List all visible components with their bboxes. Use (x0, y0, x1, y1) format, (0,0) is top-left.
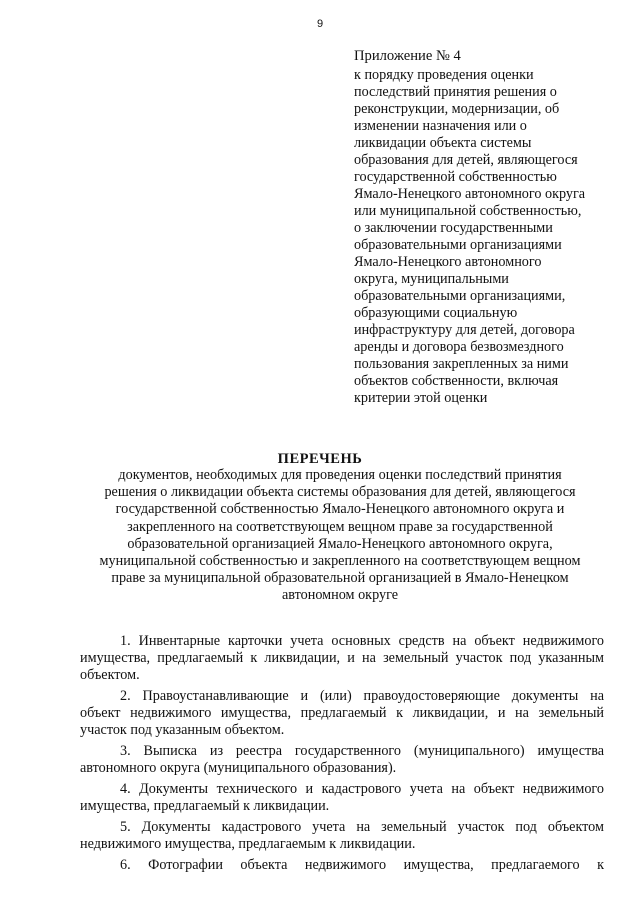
item-line: имущества, предлагаемый к ликвидации. (80, 798, 330, 814)
subtitle-line: праве за муниципальной образовательной организацией в Ямало-Ненецком (111, 570, 569, 587)
item-line: автономного округа (муниципального образования). (80, 760, 397, 776)
appendix-line: Ямало-Ненецкого автономного (354, 254, 542, 270)
appendix-block (354, 48, 626, 407)
item-line: 1. Инвентарные карточки учета основных средств на объект недвижимого (120, 633, 604, 649)
list-item (80, 857, 604, 874)
subtitle-line: закрепленного на соответствующем вещном праве за государственной (127, 518, 553, 535)
list-title: ПЕРЕЧЕНЬ (277, 451, 363, 467)
appendix-line: пользования закрепленных за ними (354, 356, 569, 372)
appendix-line: объектов собственности, включая (354, 373, 559, 389)
subtitle-line: решения о ликвидации объекта системы образования для детей, являющегося (104, 484, 576, 501)
appendix-line: инфраструктуру для детей, договора (354, 322, 575, 338)
appendix-line: образования для детей, являющегося (354, 152, 578, 168)
appendix-line: реконструкции, модернизации, об (354, 101, 560, 117)
appendix-line: ликвидации объекта системы (354, 135, 532, 151)
list-item (80, 743, 604, 777)
item-line: 4. Документы технического и кадастрового учета на объект недвижимого (120, 781, 604, 797)
appendix-line: к порядку проведения оценки (354, 67, 534, 83)
page-number: 9 (316, 18, 324, 30)
item-line: 2. Правоустанавливающие и (или) правоудостоверяющие документы на (120, 688, 604, 704)
list-item (80, 781, 604, 815)
item-line: объект недвижимого имущества, предлагаемый к ликвидации, и на земельный (80, 705, 604, 721)
item-line: имущества, предлагаемый к ликвидации, и на земельный участок под указанным (80, 650, 604, 666)
appendix-line: изменении назначения или о (354, 118, 527, 134)
appendix-line: образовательными организациями, (354, 288, 566, 304)
appendix-line: округа, муниципальными (354, 271, 509, 287)
list-item (80, 688, 604, 739)
subtitle-line: образовательной организацией Ямало-Ненецкого автономного округа, (127, 535, 553, 552)
subtitle-line: муниципальной собственностью и закрепленного на соответствующем вещном (99, 553, 581, 570)
appendix-line: критерии этой оценки (354, 390, 488, 406)
subtitle-line: государственной собственностью Ямало-Ненецкого автономного округа и (115, 501, 565, 518)
appendix-line: государственной собственностью (354, 169, 557, 185)
appendix-line: образующими социальную (354, 305, 518, 321)
appendix-line: или муниципальной собственностью, (354, 203, 582, 219)
list-item (80, 633, 604, 684)
appendix-title: Приложение № 4 (354, 48, 461, 64)
appendix-line: Ямало-Ненецкого автономного округа (354, 186, 586, 202)
appendix-line: о заключении государственными (354, 220, 553, 236)
appendix-line: аренды и договора безвозмездного (354, 339, 564, 355)
appendix-line: последствий принятия решения о (354, 84, 557, 100)
item-line: объектом. (80, 667, 140, 683)
item-line: 6. Фотографии объекта недвижимого имущества, предлагаемого к (120, 857, 604, 873)
item-line: недвижимого имущества, предлагаемым к ликвидации. (80, 836, 416, 852)
list-subtitle (80, 467, 600, 605)
list-item (80, 819, 604, 853)
document-list (80, 633, 604, 878)
subtitle-line: автономном округе (282, 587, 398, 604)
subtitle-line: документов, необходимых для проведения оценки последствий принятия (118, 467, 562, 483)
item-line: участок под указанным объектом. (80, 722, 285, 738)
item-line: 5. Документы кадастрового учета на земельный участок под объектом (120, 819, 604, 835)
appendix-line: образовательными организациями (354, 237, 562, 253)
item-line: 3. Выписка из реестра государственного (муниципального) имущества (120, 743, 604, 759)
